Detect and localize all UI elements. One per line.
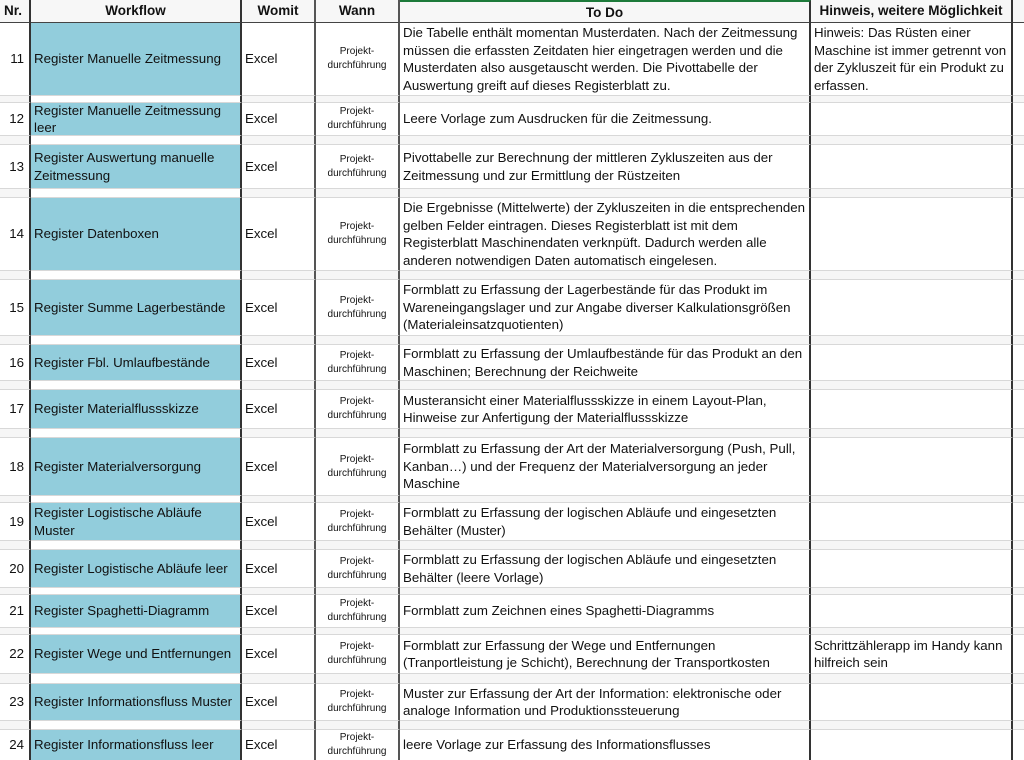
- spacer-cell[interactable]: [316, 540, 400, 550]
- spacer-cell[interactable]: [811, 270, 1013, 280]
- spacer-row: [0, 627, 1024, 635]
- spacer-cell[interactable]: [242, 135, 316, 145]
- cell-wann-text: Projekt- durchführung: [327, 641, 387, 666]
- spacer-cell[interactable]: [31, 270, 242, 280]
- cell-womit-text: Excel: [245, 111, 278, 127]
- cell-womit-text: Excel: [245, 158, 278, 174]
- cell-todo[interactable]: [400, 103, 811, 135]
- cell-wann-text: Projekt- durchführung: [327, 294, 387, 320]
- spacer-cell[interactable]: [1013, 270, 1024, 280]
- cell-wann[interactable]: [316, 684, 400, 720]
- cell-womit[interactable]: [242, 595, 316, 627]
- cell-todo-text: Formblatt zum Zeichnen eines Spaghetti-Diagramms: [403, 603, 715, 619]
- cell-nr[interactable]: [0, 345, 31, 380]
- cell-workflow-text: Register Wege und Entfernungen: [34, 646, 232, 662]
- cell-todo-text: Pivottabelle zur Berechnung der mittleren Zykluszeiten aus der Zeitmessung und zur Ermittlung der Rüstzeiten: [403, 150, 773, 183]
- spacer-cell[interactable]: [811, 673, 1013, 684]
- cell-nr[interactable]: [0, 438, 31, 495]
- spacer-cell[interactable]: [0, 135, 31, 145]
- cell-womit[interactable]: [242, 438, 316, 495]
- cell-wann-text: Projekt- durchführung: [327, 153, 387, 179]
- spacer-row: [0, 95, 1024, 103]
- cell-hinweis[interactable]: [811, 635, 1013, 673]
- cell-wann[interactable]: [316, 280, 400, 335]
- spacer-cell[interactable]: [0, 95, 31, 103]
- cell-todo-text: Musteransicht einer Materialflussskizze in einem Layout-Plan, Hinweise zur Anfertigung der Materialflussskizze: [403, 392, 767, 425]
- cell-workflow[interactable]: [31, 438, 242, 495]
- table-row: [0, 280, 1024, 335]
- cell-hinweis[interactable]: [811, 390, 1013, 428]
- cell-womit-text: Excel: [245, 646, 278, 662]
- spacer-cell[interactable]: [1013, 495, 1024, 503]
- cell-womit[interactable]: [242, 684, 316, 720]
- cell-empty[interactable]: [1013, 23, 1024, 95]
- cell-hinweis[interactable]: [811, 595, 1013, 627]
- spacer-cell[interactable]: [1013, 720, 1024, 730]
- cell-todo[interactable]: [400, 280, 811, 335]
- cell-wann[interactable]: [316, 550, 400, 587]
- cell-workflow-text: Register Spaghetti-Diagramm: [34, 603, 210, 619]
- cell-nr-text: 14: [9, 226, 24, 242]
- cell-workflow[interactable]: [31, 503, 242, 540]
- spacer-cell[interactable]: [1013, 587, 1024, 595]
- cell-workflow-text: Register Manuelle Zeitmessung: [34, 51, 221, 67]
- header-wann[interactable]: Wann: [316, 0, 400, 23]
- cell-womit-text: Excel: [245, 737, 278, 753]
- cell-wann-text: Projekt- durchführung: [327, 46, 387, 71]
- cell-wann[interactable]: [316, 103, 400, 135]
- spacer-cell[interactable]: [1013, 135, 1024, 145]
- spacer-cell[interactable]: [0, 335, 31, 345]
- cell-workflow-text: Register Logistische Abläufe Muster: [34, 505, 202, 538]
- cell-nr[interactable]: [0, 550, 31, 587]
- spacer-cell[interactable]: [1013, 627, 1024, 635]
- spacer-cell[interactable]: [1013, 380, 1024, 390]
- cell-todo-text: leere Vorlage zur Erfassung des Informationsflusses: [403, 737, 711, 753]
- cell-hinweis[interactable]: [811, 198, 1013, 270]
- spacer-cell[interactable]: [400, 720, 811, 730]
- header-nr[interactable]: Nr.: [0, 0, 31, 23]
- table-row: [0, 503, 1024, 540]
- cell-todo[interactable]: [400, 145, 811, 188]
- spacer-cell[interactable]: [242, 95, 316, 103]
- cell-empty[interactable]: [1013, 198, 1024, 270]
- spacer-cell[interactable]: [400, 95, 811, 103]
- cell-todo[interactable]: [400, 198, 811, 270]
- cell-wann-text: Projekt- durchführung: [327, 106, 387, 131]
- cell-wann[interactable]: [316, 503, 400, 540]
- cell-wann[interactable]: [316, 730, 400, 760]
- cell-womit-text: Excel: [245, 603, 278, 619]
- table-row: [0, 345, 1024, 380]
- cell-womit-text: Excel: [245, 401, 278, 417]
- cell-nr-text: 20: [9, 560, 24, 576]
- cell-todo-text: Die Ergebnisse (Mittelwerte) der Zykluszeiten in die entsprechenden gelben Felder eintragen. Dieses Registerblatt ist mit dem Registerblatt Maschinendaten verknpüft. Dadurch werden alle anderen notwendigen Daten automatisch eingelesen.: [403, 200, 806, 268]
- cell-empty[interactable]: [1013, 595, 1024, 627]
- cell-nr[interactable]: [0, 730, 31, 760]
- spacer-cell[interactable]: [400, 335, 811, 345]
- cell-nr[interactable]: [0, 635, 31, 673]
- table-row: [0, 550, 1024, 587]
- cell-workflow-text: Register Manuelle Zeitmessung leer: [34, 103, 221, 135]
- cell-empty[interactable]: [1013, 390, 1024, 428]
- cell-hinweis[interactable]: [811, 730, 1013, 760]
- cell-wann[interactable]: [316, 198, 400, 270]
- header-workflow[interactable]: Workflow: [31, 0, 242, 23]
- cell-hinweis[interactable]: [811, 684, 1013, 720]
- header-hinweis[interactable]: Hinweis, weitere Möglichkeit: [811, 0, 1013, 23]
- cell-todo-text: Formblatt zu Erfassung der logischen Abläufe und eingesetzten Behälter (leere Vorlage): [403, 552, 777, 585]
- spacer-cell[interactable]: [242, 188, 316, 198]
- cell-workflow-text: Register Auswertung manuelle Zeitmessung: [34, 150, 215, 183]
- cell-wann[interactable]: [316, 345, 400, 380]
- cell-nr-text: 23: [9, 694, 24, 710]
- spacer-cell[interactable]: [31, 673, 242, 684]
- table-row: [0, 145, 1024, 188]
- cell-wann-text: Projekt- durchführung: [327, 689, 387, 714]
- spacer-cell[interactable]: [316, 135, 400, 145]
- cell-womit-text: Excel: [245, 51, 278, 67]
- cell-empty[interactable]: [1013, 103, 1024, 135]
- cell-womit-text: Excel: [245, 299, 278, 315]
- spacer-row: [0, 335, 1024, 345]
- cell-workflow[interactable]: [31, 595, 242, 627]
- cell-todo[interactable]: [400, 550, 811, 587]
- cell-wann-text: Projekt- durchführung: [327, 453, 387, 479]
- cell-nr[interactable]: [0, 684, 31, 720]
- cell-womit-text: Excel: [245, 354, 278, 370]
- cell-nr[interactable]: [0, 280, 31, 335]
- cell-empty[interactable]: [1013, 635, 1024, 673]
- cell-todo[interactable]: [400, 730, 811, 760]
- cell-nr-text: 11: [10, 51, 24, 67]
- cell-womit-text: Excel: [245, 513, 278, 529]
- spacer-cell[interactable]: [811, 627, 1013, 635]
- table-row: [0, 730, 1024, 760]
- spacer-cell[interactable]: [31, 587, 242, 595]
- cell-nr[interactable]: [0, 503, 31, 540]
- spacer-row: [0, 495, 1024, 503]
- cell-todo-text: Formblatt zu Erfassung der logischen Abläufe und eingesetzten Behälter (Muster): [403, 505, 777, 538]
- spacer-cell[interactable]: [0, 428, 31, 438]
- spacer-cell[interactable]: [31, 428, 242, 438]
- spacer-cell[interactable]: [242, 270, 316, 280]
- spacer-cell[interactable]: [242, 335, 316, 345]
- spacer-cell[interactable]: [31, 540, 242, 550]
- cell-todo-text: Formblatt zu Erfassung der Lagerbestände für das Produkt im Wareneingangslager und zur Angabe diverser Kalkulationsgrößen (Materialeinsatzquotienten): [403, 282, 791, 333]
- spacer-cell[interactable]: [242, 720, 316, 730]
- cell-hinweis[interactable]: [811, 280, 1013, 335]
- spacer-cell[interactable]: [316, 495, 400, 503]
- cell-hinweis[interactable]: [811, 503, 1013, 540]
- spacer-cell[interactable]: [811, 540, 1013, 550]
- table-row: [0, 390, 1024, 428]
- spacer-cell[interactable]: [0, 673, 31, 684]
- table-row: [0, 635, 1024, 673]
- spacer-cell[interactable]: [316, 380, 400, 390]
- cell-womit[interactable]: [242, 345, 316, 380]
- cell-workflow[interactable]: [31, 23, 242, 95]
- cell-workflow[interactable]: [31, 345, 242, 380]
- cell-womit[interactable]: [242, 635, 316, 673]
- cell-wann[interactable]: [316, 635, 400, 673]
- spacer-cell[interactable]: [0, 495, 31, 503]
- spacer-row: [0, 135, 1024, 145]
- table-row: [0, 595, 1024, 627]
- cell-todo-text: Muster zur Erfassung der Art der Information: elektronische oder analoge Information und Produktionssteuerung: [403, 685, 782, 718]
- spacer-cell[interactable]: [1013, 335, 1024, 345]
- cell-workflow-text: Register Materialflussskizze: [34, 401, 199, 417]
- cell-nr[interactable]: [0, 595, 31, 627]
- spacer-cell[interactable]: [811, 135, 1013, 145]
- cell-empty[interactable]: [1013, 550, 1024, 587]
- header-row: [0, 0, 1024, 23]
- spacer-cell[interactable]: [400, 270, 811, 280]
- cell-empty[interactable]: [1013, 345, 1024, 380]
- cell-todo-text: Formblatt zu Erfassung der Umlaufbestände für das Produkt an den Maschinen; Berechnung der Reichweite: [403, 346, 803, 379]
- spacer-cell[interactable]: [1013, 428, 1024, 438]
- cell-empty[interactable]: [1013, 145, 1024, 188]
- cell-wann-text: Projekt- durchführung: [327, 396, 387, 421]
- header-todo[interactable]: To Do: [400, 0, 811, 23]
- cell-workflow-text: Register Informationsfluss leer: [34, 737, 214, 753]
- cell-wann[interactable]: [316, 145, 400, 188]
- spacer-cell[interactable]: [31, 380, 242, 390]
- spacer-cell[interactable]: [400, 428, 811, 438]
- cell-nr[interactable]: [0, 390, 31, 428]
- cell-nr-text: 24: [9, 737, 24, 753]
- cell-womit-text: Excel: [245, 458, 278, 474]
- spacer-cell[interactable]: [400, 540, 811, 550]
- spacer-cell[interactable]: [811, 335, 1013, 345]
- spacer-cell[interactable]: [31, 95, 242, 103]
- cell-workflow[interactable]: [31, 635, 242, 673]
- spacer-cell[interactable]: [0, 587, 31, 595]
- cell-womit-text: Excel: [245, 694, 278, 710]
- cell-hinweis[interactable]: [811, 103, 1013, 135]
- spacer-cell[interactable]: [400, 188, 811, 198]
- cell-nr[interactable]: [0, 103, 31, 135]
- spacer-cell[interactable]: [400, 673, 811, 684]
- cell-wann-text: Projekt- durchführung: [327, 555, 387, 581]
- spacer-cell[interactable]: [0, 188, 31, 198]
- spacer-cell[interactable]: [242, 673, 316, 684]
- cell-workflow[interactable]: [31, 280, 242, 335]
- cell-nr-text: 18: [9, 458, 24, 474]
- spacer-cell[interactable]: [242, 428, 316, 438]
- cell-nr-text: 12: [9, 111, 24, 127]
- spacer-row: [0, 587, 1024, 595]
- spacer-row: [0, 380, 1024, 390]
- spacer-cell[interactable]: [31, 188, 242, 198]
- table-row: [0, 684, 1024, 720]
- cell-workflow-text: Register Fbl. Umlaufbestände: [34, 354, 210, 370]
- spacer-row: [0, 188, 1024, 198]
- spacer-cell[interactable]: [31, 135, 242, 145]
- cell-empty[interactable]: [1013, 438, 1024, 495]
- cell-workflow-text: Register Materialversorgung: [34, 458, 202, 474]
- table-row: [0, 198, 1024, 270]
- header-empty[interactable]: [1013, 0, 1024, 23]
- cell-womit[interactable]: [242, 23, 316, 95]
- cell-nr-text: 19: [9, 513, 24, 529]
- spacer-cell[interactable]: [811, 495, 1013, 503]
- spacer-cell[interactable]: [0, 540, 31, 550]
- cell-workflow-text: Register Datenboxen: [34, 226, 159, 242]
- table-row: [0, 438, 1024, 495]
- spacer-cell[interactable]: [31, 627, 242, 635]
- spacer-cell[interactable]: [0, 627, 31, 635]
- spacer-cell[interactable]: [31, 495, 242, 503]
- cell-nr-text: 17: [9, 401, 24, 417]
- cell-womit[interactable]: [242, 730, 316, 760]
- cell-todo-text: Formblatt zur Erfassung der Wege und Entfernungen (Tranportleistung je Schicht), Berechnung der Transportkosten: [403, 637, 770, 670]
- cell-todo-text: Formblatt zu Erfassung der Art der Materialversorgung (Push, Pull, Kanban…) und der Frequenz der Materialversorgung an jeder Maschine: [403, 441, 796, 492]
- cell-hinweis-text: Schrittzählerapp im Handy kann hilfreich sein: [814, 637, 1003, 670]
- spacer-cell[interactable]: [316, 188, 400, 198]
- cell-womit-text: Excel: [245, 226, 278, 242]
- cell-womit[interactable]: [242, 145, 316, 188]
- spacer-cell[interactable]: [400, 627, 811, 635]
- spacer-cell[interactable]: [0, 380, 31, 390]
- cell-todo[interactable]: [400, 635, 811, 673]
- cell-hinweis[interactable]: [811, 23, 1013, 95]
- cell-nr-text: 15: [9, 299, 24, 315]
- spacer-cell[interactable]: [316, 335, 400, 345]
- spacer-row: [0, 270, 1024, 280]
- cell-hinweis[interactable]: [811, 345, 1013, 380]
- cell-todo[interactable]: [400, 595, 811, 627]
- cell-wann[interactable]: [316, 595, 400, 627]
- spacer-cell[interactable]: [242, 495, 316, 503]
- cell-workflow[interactable]: [31, 198, 242, 270]
- cell-todo[interactable]: [400, 684, 811, 720]
- cell-nr-text: 21: [9, 603, 24, 619]
- cell-womit[interactable]: [242, 198, 316, 270]
- spacer-cell[interactable]: [0, 720, 31, 730]
- spacer-cell[interactable]: [400, 587, 811, 595]
- spacer-cell[interactable]: [316, 673, 400, 684]
- cell-empty[interactable]: [1013, 503, 1024, 540]
- spacer-cell[interactable]: [811, 188, 1013, 198]
- cell-nr[interactable]: [0, 198, 31, 270]
- spacer-cell[interactable]: [316, 428, 400, 438]
- cell-todo[interactable]: [400, 345, 811, 380]
- spacer-cell[interactable]: [316, 627, 400, 635]
- cell-todo[interactable]: [400, 438, 811, 495]
- cell-todo[interactable]: [400, 390, 811, 428]
- cell-wann-text: Projekt- durchführung: [327, 221, 387, 246]
- cell-workflow-text: Register Summe Lagerbestände: [34, 299, 226, 315]
- cell-wann[interactable]: [316, 438, 400, 495]
- cell-workflow[interactable]: [31, 730, 242, 760]
- cell-wann-text: Projekt- durchführung: [327, 349, 387, 375]
- cell-womit[interactable]: [242, 390, 316, 428]
- cell-nr-text: 22: [9, 646, 24, 662]
- cell-empty[interactable]: [1013, 280, 1024, 335]
- cell-nr[interactable]: [0, 23, 31, 95]
- cell-empty[interactable]: [1013, 684, 1024, 720]
- cell-hinweis[interactable]: [811, 550, 1013, 587]
- cell-workflow[interactable]: [31, 390, 242, 428]
- cell-hinweis[interactable]: [811, 438, 1013, 495]
- spacer-cell[interactable]: [316, 587, 400, 595]
- spacer-cell[interactable]: [1013, 540, 1024, 550]
- spacer-cell[interactable]: [242, 380, 316, 390]
- cell-hinweis-text: Hinweis: Das Rüsten einer Maschine ist immer getrennt von der Zykluszeit für ein Produkt zu erfassen.: [814, 25, 1007, 93]
- cell-workflow[interactable]: [31, 684, 242, 720]
- spacer-cell[interactable]: [31, 335, 242, 345]
- spacer-row: [0, 720, 1024, 730]
- cell-nr[interactable]: [0, 145, 31, 188]
- spacer-cell[interactable]: [316, 95, 400, 103]
- cell-todo[interactable]: [400, 503, 811, 540]
- spacer-cell[interactable]: [0, 270, 31, 280]
- spacer-cell[interactable]: [400, 135, 811, 145]
- cell-workflow[interactable]: [31, 145, 242, 188]
- spacer-cell[interactable]: [400, 380, 811, 390]
- cell-todo-text: Die Tabelle enthält momentan Musterdaten. Nach der Zeitmessung müssen die erfassten Zeitdaten hier eingetragen werden und die Musterdaten also ausgetauscht werden. Die Pivottabelle der Auswertung greift auf dieses Registerblatt zu.: [403, 25, 798, 93]
- table-row: [0, 103, 1024, 135]
- spacer-cell[interactable]: [811, 380, 1013, 390]
- cell-workflow-text: Register Informationsfluss Muster: [34, 694, 233, 710]
- spacer-cell[interactable]: [1013, 95, 1024, 103]
- spacer-cell[interactable]: [1013, 673, 1024, 684]
- cell-womit[interactable]: [242, 280, 316, 335]
- spacer-row: [0, 428, 1024, 438]
- spacer-cell[interactable]: [400, 495, 811, 503]
- spacer-row: [0, 673, 1024, 684]
- cell-wann[interactable]: [316, 23, 400, 95]
- cell-workflow[interactable]: [31, 103, 242, 135]
- cell-workflow[interactable]: [31, 550, 242, 587]
- cell-wann-text: Projekt- durchführung: [327, 598, 387, 623]
- cell-empty[interactable]: [1013, 730, 1024, 760]
- cell-todo[interactable]: [400, 23, 811, 95]
- spacer-cell[interactable]: [242, 587, 316, 595]
- spacer-cell[interactable]: [31, 720, 242, 730]
- header-womit[interactable]: Womit: [242, 0, 316, 23]
- cell-todo-text: Leere Vorlage zum Ausdrucken für die Zeitmessung.: [403, 111, 712, 127]
- spacer-cell[interactable]: [811, 428, 1013, 438]
- spacer-cell[interactable]: [811, 587, 1013, 595]
- cell-womit-text: Excel: [245, 560, 278, 576]
- spacer-row: [0, 540, 1024, 550]
- spacer-cell[interactable]: [316, 720, 400, 730]
- table-row: [0, 23, 1024, 95]
- spacer-cell[interactable]: [242, 627, 316, 635]
- spacer-cell[interactable]: [1013, 188, 1024, 198]
- cell-wann[interactable]: [316, 390, 400, 428]
- cell-womit[interactable]: [242, 550, 316, 587]
- spacer-cell[interactable]: [242, 540, 316, 550]
- cell-nr-text: 16: [9, 354, 24, 370]
- cell-hinweis[interactable]: [811, 145, 1013, 188]
- spacer-cell[interactable]: [811, 95, 1013, 103]
- cell-wann-text: Projekt- durchführung: [327, 508, 387, 534]
- cell-womit[interactable]: [242, 103, 316, 135]
- cell-wann-text: Projekt- durchführung: [327, 732, 387, 757]
- spacer-cell[interactable]: [811, 720, 1013, 730]
- cell-workflow-text: Register Logistische Abläufe leer: [34, 560, 228, 576]
- spacer-cell[interactable]: [316, 270, 400, 280]
- cell-nr-text: 13: [9, 158, 24, 174]
- cell-womit[interactable]: [242, 503, 316, 540]
